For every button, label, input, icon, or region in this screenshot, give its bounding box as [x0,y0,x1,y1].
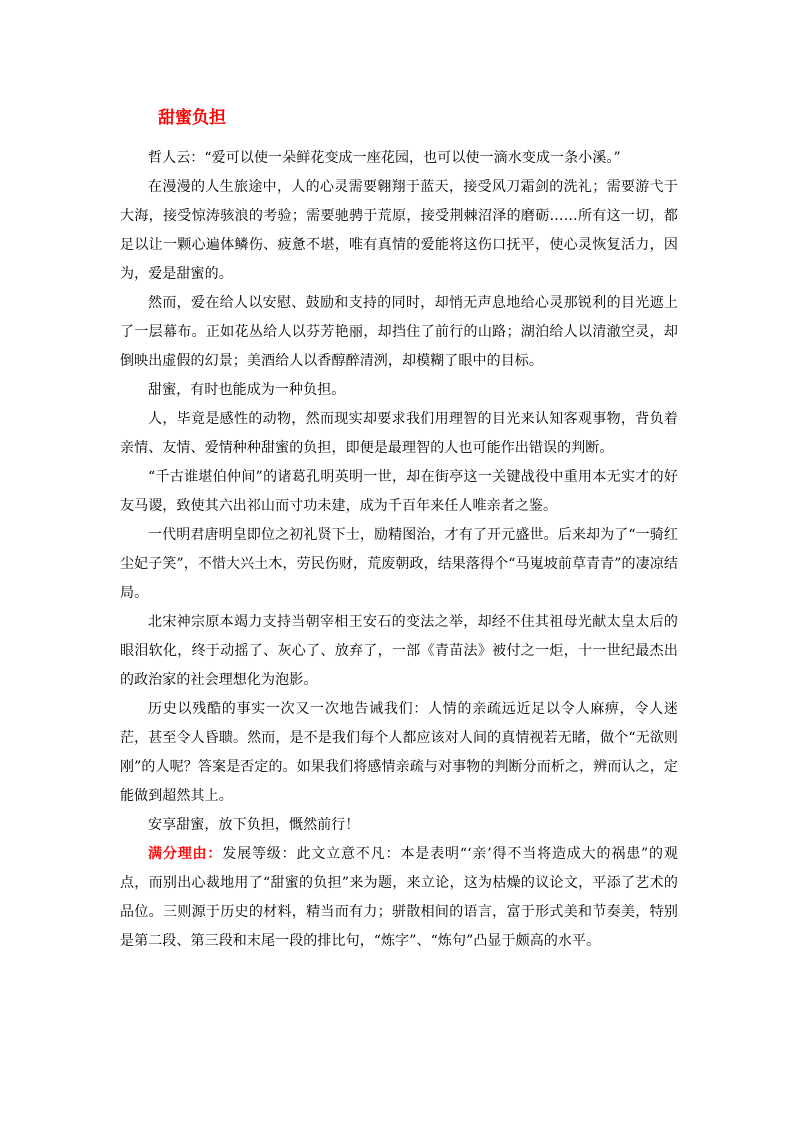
paragraph-song: 北宋神宗原本竭力支持当朝宰相王安石的变法之举，却经不住其祖母光献太皇太后的眼泪软化，终于动摇了、灰心了、放弃了，一部《青苗法》被付之一炬，十一世纪最杰出的政治家的社会理想化为泡影。 [120,614,678,688]
paragraph-quote: 哲人云：“爱可以使一朵鲜花变成一座花园，也可以使一滴水变成一条小溪。” [148,150,621,166]
paragraph-zhuge: “千古谁堪伯仲间”的诸葛孔明英明一世，却在街亭这一关键战役中重用本无实才的好友马谡，致使其六出祁山而寸功未建，成为千百年来任人唯亲者之鉴。 [120,469,678,514]
paragraph-journey: 在漫漫的人生旅途中，人的心灵需要翱翔于蓝天，接受风刀霜剑的洗礼；需要游弋于大海，接受惊涛骇浪的考验；需要驰骋于荒原，接受荆棘沼泽的磨砺……所有这一切，都足以让一颗心遍体鳞伤、疲惫不堪，唯有真情的爱能将这伤口抚平，使心灵恢复活力，因为，爱是甜蜜的。 [120,179,678,282]
paragraph-emotion: 人，毕竟是感性的动物，然而现实却要求我们用理智的目光来认知客观事物，背负着亲情、友情、爱情种种甜蜜的负担，即便是最理智的人也可能作出错误的判断。 [120,411,678,456]
essay-body [120,144,678,956]
paragraph-however: 然而，爱在给人以安慰、鼓励和支持的同时，却悄无声息地给心灵那锐利的目光遮上了一层幕布。正如花丛给人以芬芳艳丽，却挡住了前行的山路；湖泊给人以清澈空灵，却倒映出虚假的幻景；美酒给人以香醇醉清洌，却模糊了眼中的目标。 [120,295,678,369]
paragraph-history: 历史以残酷的事实一次又一次地告诫我们：人情的亲疏远近足以令人麻痹，令人迷茫，甚至令人昏聩。然而，是不是我们每个人都应该对人间的真情视若无睹，做个“无欲则刚”的人呢？答案是否定的。如果我们将感情亲疏与对事物的判断分而析之，辨而认之，定能做到超然其上。 [120,701,678,804]
reason-text: 发展等级：此文立意不凡：本是表明“‘亲’得不当将造成大的祸患”的观点，而别出心裁地用了“甜蜜的负担”来为题，来立论，这为枯燥的议论文，平添了艺术的品位。三则源于历史的材料，精当而有力；骈散相间的语言，富于形式美和节奏美，特别是第二段、第三段和末尾一段的排比句，“炼字”、“炼句”凸显于颇高的水平。 [120,846,678,949]
paragraph-conclusion: 安享甜蜜，放下负担，慨然前行！ [148,817,360,833]
essay-title: 甜蜜负担 [158,108,226,128]
paragraph-tang: 一代明君唐明皇即位之初礼贤下士，励精图治，才有了开元盛世。后来却为了“一骑红尘妃子笑”，不惜大兴土木，劳民伤财，荒废朝政，结果落得个“马嵬坡前草青青”的凄凉结局。 [120,527,678,601]
reason-label: 满分理由： [148,846,223,862]
paragraph-burden: 甜蜜，有时也能成为一种负担。 [148,382,346,398]
document-page [120,104,678,956]
paragraph-reason [120,840,678,956]
